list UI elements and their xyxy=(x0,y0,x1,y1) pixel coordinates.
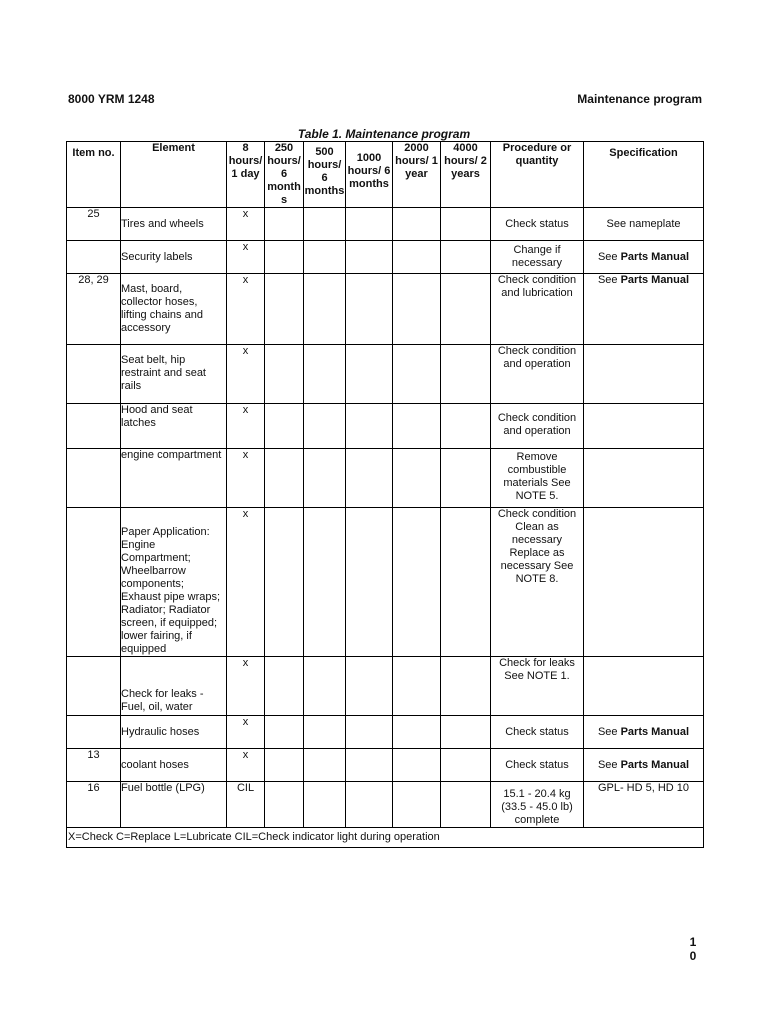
check-8h: x xyxy=(227,716,265,749)
specification xyxy=(584,657,704,716)
specification xyxy=(584,749,704,782)
table-row xyxy=(67,657,704,716)
col-header-500h: 500 hours/ 6 months xyxy=(304,142,346,208)
spec-text: See xyxy=(597,725,621,738)
item-no: 13 xyxy=(67,749,121,782)
spec-bold: Parts Manual xyxy=(620,274,690,286)
col-header-item: Item no. xyxy=(67,142,121,208)
check-8h: x xyxy=(227,404,265,449)
check-8h: CIL xyxy=(227,782,265,828)
procedure: Check status xyxy=(491,716,584,749)
specification xyxy=(584,404,704,449)
page-number-digit: 1 xyxy=(689,935,697,949)
procedure: Check condition Clean as necessary Replace as necessary See NOTE 8. xyxy=(491,508,584,657)
element: Seat belt, hip restraint and seat rails xyxy=(121,345,227,404)
specification xyxy=(584,241,704,274)
element: Hydraulic hoses xyxy=(121,716,227,749)
check-8h: x xyxy=(227,241,265,274)
item-no xyxy=(67,404,121,449)
table-row xyxy=(67,345,704,404)
procedure: Check condition and operation xyxy=(491,345,584,404)
procedure: Check for leaks See NOTE 1. xyxy=(491,657,584,716)
spec-text: See xyxy=(597,758,621,771)
check-8h: x xyxy=(227,274,265,345)
check-8h: x xyxy=(227,449,265,508)
check-8h: x xyxy=(227,749,265,782)
table-row xyxy=(67,716,704,749)
table-row xyxy=(67,404,704,449)
col-header-2000h: 2000 hours/ 1 year xyxy=(393,142,441,208)
item-no xyxy=(67,657,121,716)
table-caption: Table 1. Maintenance program xyxy=(297,127,471,141)
specification xyxy=(584,208,704,241)
item-no xyxy=(67,508,121,657)
item-no xyxy=(67,345,121,404)
spec-bold: Parts Manual xyxy=(620,758,690,771)
col-header-1000h: 1000 hours/ 6 months xyxy=(346,142,393,208)
spec-text: See nameplate xyxy=(606,217,681,230)
table-row xyxy=(67,274,704,345)
col-header-specification: Specification xyxy=(584,142,704,208)
element: Check for leaks - Fuel, oil, water xyxy=(121,657,227,716)
element: engine compartment xyxy=(121,449,227,508)
legend-row xyxy=(67,828,704,848)
spec-text: See xyxy=(597,250,621,263)
procedure: Check status xyxy=(491,208,584,241)
col-header-element: Element xyxy=(121,142,227,208)
specification xyxy=(584,274,704,345)
document-id: 8000 YRM 1248 xyxy=(68,92,155,106)
spec-bold: Parts Manual xyxy=(620,250,690,263)
procedure: Change if necessary xyxy=(491,241,584,274)
procedure: Check status xyxy=(491,749,584,782)
maintenance-table xyxy=(66,141,704,848)
table-row xyxy=(67,449,704,508)
element: Fuel bottle (LPG) xyxy=(121,782,227,828)
spec-text: See xyxy=(597,274,621,286)
specification xyxy=(584,782,704,828)
table-row xyxy=(67,749,704,782)
element: Mast, board, collector hoses, lifting chains and accessory xyxy=(121,274,227,345)
check-8h: x xyxy=(227,657,265,716)
table-row xyxy=(67,508,704,657)
specification xyxy=(584,449,704,508)
table-row xyxy=(67,782,704,828)
item-no: 16 xyxy=(67,782,121,828)
section-title: Maintenance program xyxy=(577,92,702,106)
specification xyxy=(584,345,704,404)
page-number xyxy=(687,935,699,963)
legend: X=Check C=Replace L=Lubricate CIL=Check indicator light during operation xyxy=(67,828,704,848)
item-no xyxy=(67,449,121,508)
table-row xyxy=(67,208,704,241)
element: Tires and wheels xyxy=(121,208,227,241)
procedure: Check condition and operation xyxy=(491,404,584,449)
element: Security labels xyxy=(121,241,227,274)
item-no xyxy=(67,241,121,274)
specification xyxy=(584,508,704,657)
table-header-row xyxy=(67,142,704,208)
check-8h: x xyxy=(227,345,265,404)
spec-bold: Parts Manual xyxy=(620,725,690,738)
check-8h: x xyxy=(227,508,265,657)
table-row xyxy=(67,241,704,274)
col-header-250h: 250 hours/ 6 month s xyxy=(265,142,304,208)
spec-text: GPL- HD 5, HD 10 xyxy=(597,782,690,794)
element: coolant hoses xyxy=(121,749,227,782)
item-no: 25 xyxy=(67,208,121,241)
check-8h: x xyxy=(227,208,265,241)
element: Paper Application: Engine Compartment; Wheelbarrow components; Exhaust pipe wraps; Radiator; Radiator screen, if equipped; lower fairing, if equipped xyxy=(121,508,227,657)
col-header-8h: 8 hours/ 1 day xyxy=(227,142,265,208)
page-number-digit: 0 xyxy=(689,949,697,963)
specification xyxy=(584,716,704,749)
item-no xyxy=(67,716,121,749)
element: Hood and seat latches xyxy=(121,404,227,449)
col-header-procedure: Procedure or quantity xyxy=(491,142,584,208)
procedure: 15.1 - 20.4 kg (33.5 - 45.0 lb) complete xyxy=(491,782,584,828)
col-header-4000h: 4000 hours/ 2 years xyxy=(441,142,491,208)
item-no: 28, 29 xyxy=(67,274,121,345)
procedure: Remove combustible materials See NOTE 5. xyxy=(491,449,584,508)
procedure: Check condition and lubrication xyxy=(491,274,584,345)
